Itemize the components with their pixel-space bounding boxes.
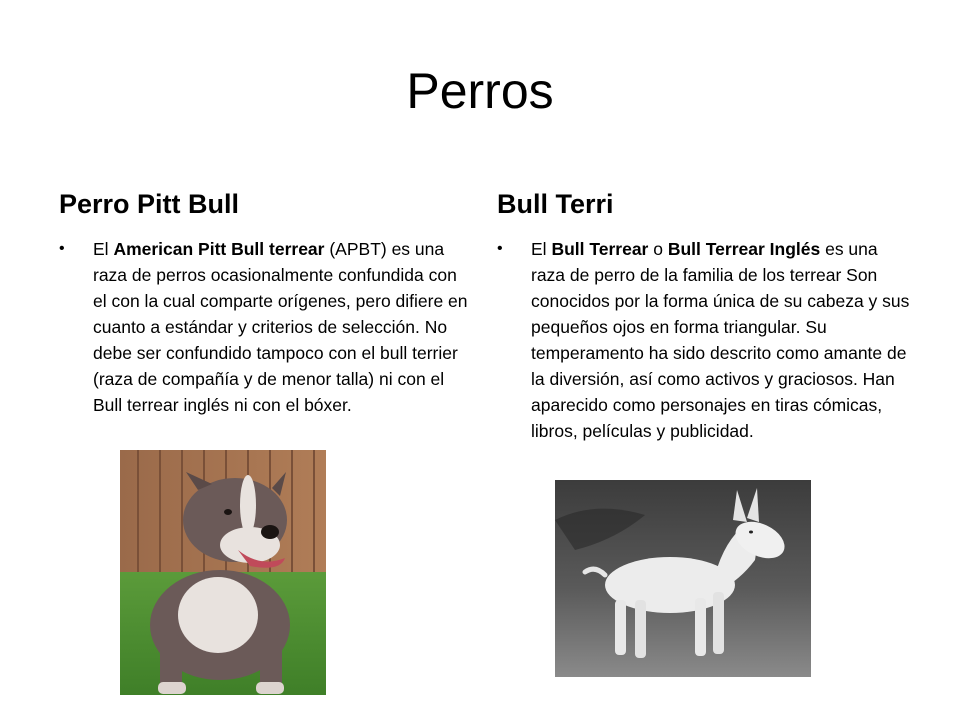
right-text-1: El	[531, 239, 552, 259]
slide-title: Perros	[406, 63, 554, 119]
left-text-bold-1: American Pitt Bull terrear	[113, 239, 325, 259]
bull-terrier-photo-icon	[555, 480, 811, 677]
left-text-2: (APBT) es una raza de perros ocasionalmente confundida con el con la cual comparte orígenes, pero difiere en cuanto a estándar y criterios de selección. No debe ser confundido tampoco con el bull terrier (raza de compañía y de menor talla) ni con el Bull terrear inglés ni con el bóxer.	[93, 239, 468, 415]
bull-terrier-photo	[555, 480, 811, 677]
right-text-bold-1: Bull Terrear	[551, 239, 649, 259]
right-heading: Bull Terri	[497, 189, 614, 219]
pit-bull-photo-icon	[120, 450, 326, 695]
right-text-3: es una raza de perro de la familia de los terrear Son conocidos por la forma única de su cabeza y sus pequeños ojos en forma triangular. Su temperamento ha sido descrito como amante de la diversión, así como activos y graciosos. Han aparecido como personajes en tiras cómicas, libros, películas y publicidad.	[531, 239, 910, 441]
right-bullet-dot: •	[497, 240, 503, 257]
pit-bull-photo	[120, 450, 326, 695]
right-text-bold-2: Bull Terrear Inglés	[667, 239, 821, 259]
right-text-2: o	[648, 239, 668, 259]
right-bullet-text	[531, 236, 913, 444]
left-text-1: El	[93, 239, 114, 259]
left-heading: Perro Pitt Bull	[59, 189, 240, 219]
left-bullet-dot: •	[59, 240, 65, 257]
left-bullet-text	[93, 236, 475, 418]
